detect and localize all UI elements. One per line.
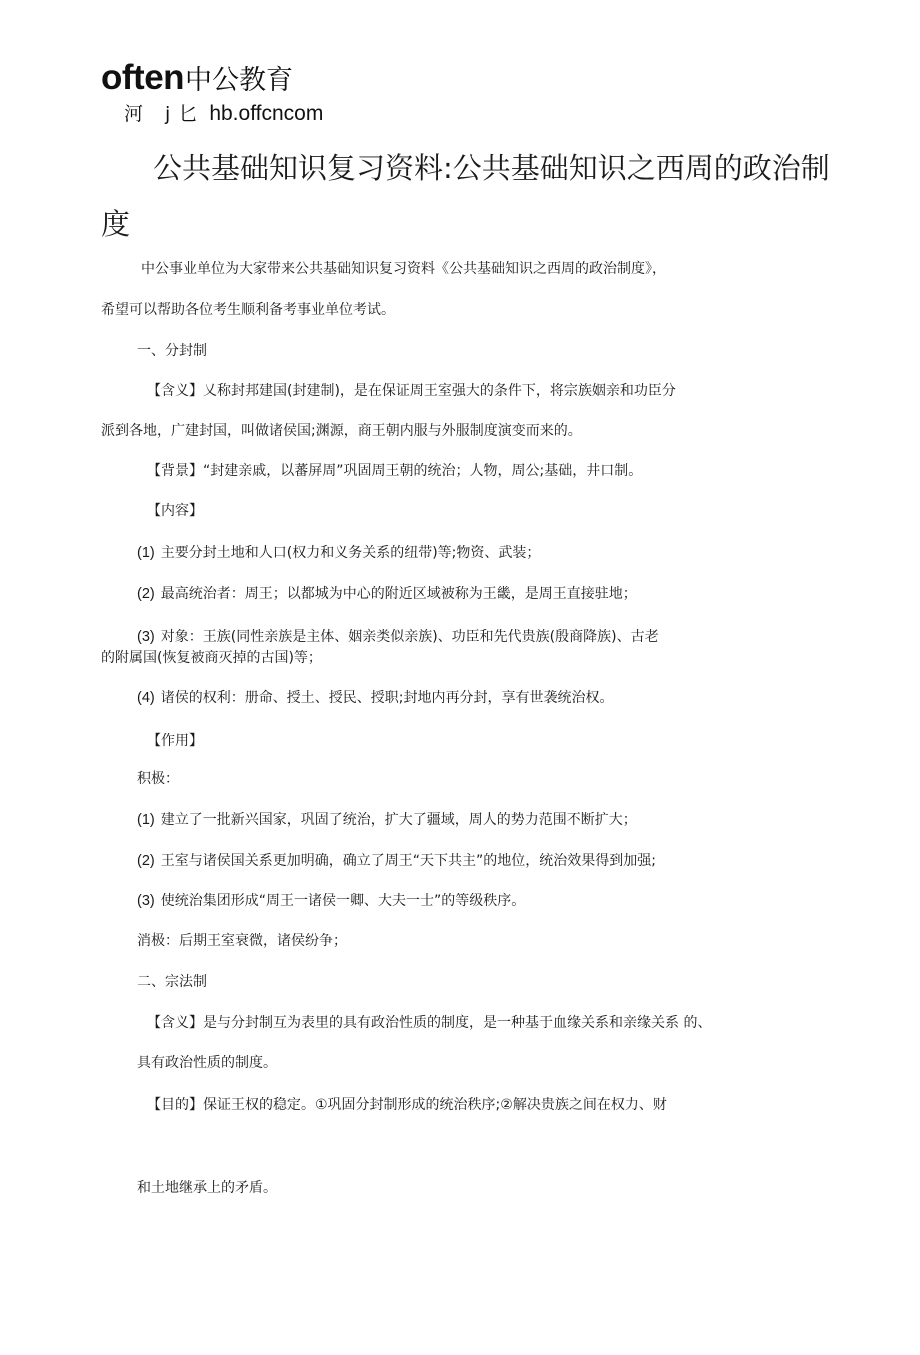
- content-item-1: [137, 542, 540, 564]
- content-item-3-text: 对象：王族(同性亲族是主体、姻亲类似亲族)、功臣和先代贵族(殷商降族)、古老: [160, 629, 659, 645]
- section-1-meaning-line-2: 派到各地，广建封国，叫做诸侯国;渊源，商王朝内服与外服制度演变而来的。: [101, 423, 582, 439]
- positive-label: 积极：: [137, 771, 179, 787]
- effect-item-2: [137, 850, 656, 872]
- section-2-purpose-line-2: 和土地继承上的矛盾。: [137, 1180, 277, 1196]
- effect-item-3: [137, 890, 525, 912]
- document-title: 公共基础知识复习资料:公共基础知识之西周的政治制度: [101, 151, 830, 241]
- effect-item-2-number: (2): [137, 853, 155, 869]
- effect-item-1: [137, 809, 637, 831]
- section-1-meaning-line-1: 【含义】乂称封邦建国(封建制)，是在保证周王室强大的条件下，将宗族姻亲和功臣分: [147, 383, 676, 399]
- brand-english: often: [101, 58, 185, 97]
- content-item-2-text: 最高统治者：周王；以都城为中心的附近区域被称为王畿，是周王直接驻地；: [160, 586, 637, 602]
- section-2-purpose-line-1: 【目的】保证王权的稳定。①巩固分封制形成的统治秩序;②解决贵族之间在权力、财: [147, 1097, 667, 1113]
- brand-chinese: 中公教育: [185, 65, 294, 96]
- effect-item-2-text: 王室与诸侯国关系更加明确，确立了周王“天下共主”的地位，统治效果得到加强;: [160, 853, 656, 869]
- content-item-4: [137, 687, 613, 709]
- intro-line-2: 希望可以帮助各位考生顺利备考事业单位考试。: [101, 302, 395, 318]
- content-item-4-text: 诸侯的权利：册命、授土、授民、授职;封地内再分封，享有世袭统治权。: [160, 690, 614, 706]
- content-item-3-number: (3): [137, 629, 155, 645]
- content-item-4-number: (4): [137, 690, 155, 706]
- effect-item-1-text: 建立了一批新兴国家，巩固了统治，扩大了疆域，周人的势力范围不断扩大；: [160, 812, 637, 828]
- brand-province: 河 j匕: [124, 103, 206, 125]
- effect-item-1-number: (1): [137, 812, 155, 828]
- section-1-background: 【背景】“封建亲戚，以蕃屏周”巩固周王朝的统治；人物，周公;基础，井口制。: [147, 463, 643, 479]
- negative-effect: 消极：后期王室衰微，诸侯纷争；: [137, 933, 347, 949]
- section-1-effect-label: 【作用】: [147, 733, 203, 749]
- effect-item-3-text: 使统治集团形成“周王一诸侯一卿、大夫一士”的等级秩序。: [160, 893, 526, 909]
- content-item-3: [137, 626, 659, 648]
- content-item-2-number: (2): [137, 586, 155, 602]
- section-2-heading: 二、宗法制: [137, 974, 207, 990]
- intro-line-1: 中公事业单位为大家带来公共基础知识复习资料《公共基础知识之西周的政治制度》，: [141, 261, 666, 277]
- section-1-content-label: 【内容】: [147, 503, 203, 519]
- content-item-2: [137, 583, 637, 605]
- brand-logo: [101, 58, 293, 98]
- content-item-1-text: 主要分封土地和人口(权力和义务关系的纽带)等;物资、武装；: [160, 545, 541, 561]
- brand-site: hb.offcncom: [209, 102, 324, 125]
- section-2-meaning-line-2: 具有政治性质的制度。: [137, 1055, 277, 1071]
- content-item-3-continued: 的附属国(恢复被商灭掉的古国)等；: [101, 650, 322, 666]
- brand-subline: [124, 99, 323, 126]
- section-1-heading: 一、分封制: [137, 343, 207, 359]
- section-2-meaning-line-1: 【含义】是与分封制互为表里的具有政治性质的制度，是一种基于血缘关系和亲缘关系 的、: [147, 1015, 712, 1031]
- effect-item-3-number: (3): [137, 893, 155, 909]
- content-item-1-number: (1): [137, 545, 155, 561]
